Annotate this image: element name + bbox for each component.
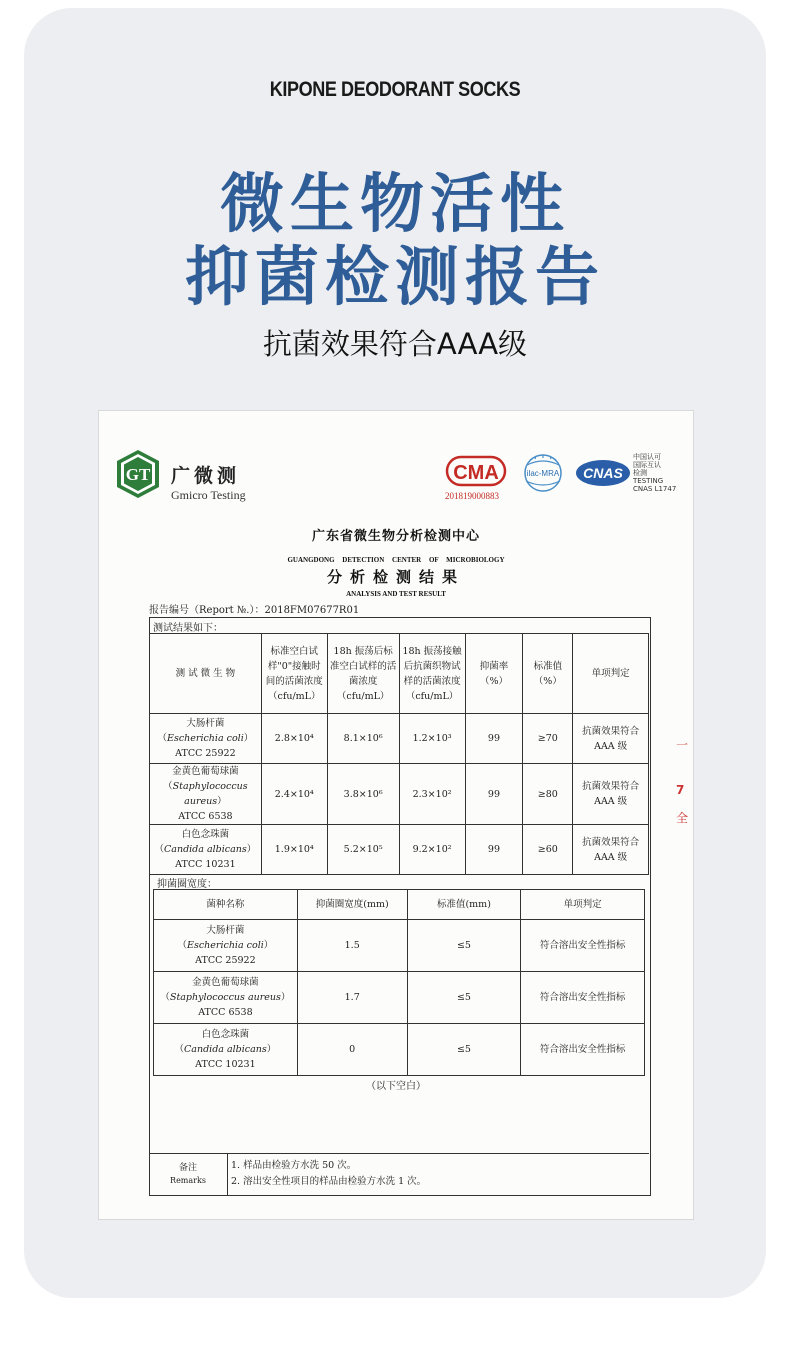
t2-header-verdict: 单项判定 (521, 890, 645, 920)
t1-header-c0: 标准空白试样"0"接触时间的活菌浓度（cfu/mL） (261, 634, 327, 714)
cma-number: 201819000883 (445, 491, 499, 501)
ilac-mark-text: ilac-MRA (526, 469, 560, 478)
subtitle: 抗菌效果符合AAA级 (262, 327, 528, 361)
cma-seal-icon (445, 453, 509, 489)
table-row: 白色念珠菌 （Candida albicans） ATCC 10231 1.9×10⁴ 5.2×10⁵ 9.2×10² 99 ≥60 抗菌效果符合 AAA 级 (150, 825, 649, 875)
report-number: 报告编号（Report №.）：2018FM07677R01 (149, 605, 360, 616)
center-name-cn: 广东省微生物分析检测中心 (311, 529, 480, 544)
inhibition-zone-table (153, 889, 645, 1076)
t1-header-rate: 抑菌率（%） (465, 634, 523, 714)
table-row: 白色念珠菌 （Candida albicans） ATCC 10231 0 ≤5 符合溶出安全性指标 (154, 1024, 645, 1076)
lab-name-cn: 广微测 (171, 465, 241, 487)
cnas-logo-icon (575, 458, 631, 488)
table-row: 金黄色葡萄球菌 （Staphylococcus aureus） ATCC 6538 2.4×10⁴ 3.8×10⁶ 2.3×10² 99 ≥80 抗菌效果符合 AAA 级 (150, 764, 649, 825)
table-row: 大肠杆菌 （Escherichia coli） ATCC 25922 2.8×10⁴ 8.1×10⁶ 1.2×10³ 99 ≥70 抗菌效果符合 AAA 级 (150, 714, 649, 764)
antibacterial-result-table (149, 633, 649, 875)
lab-name-en: Gmicro Testing (171, 488, 246, 502)
headline-line-1: 微生物活性 (220, 168, 570, 242)
seal-fragment: 7 (676, 783, 685, 797)
remarks-text: 1. 样品由检验方水洗 50 次。 2. 溶出安全性项目的样品由检验方水洗 1 次。 (231, 1160, 427, 1187)
remarks-section (149, 1153, 649, 1195)
table1-header-row (150, 634, 649, 714)
t1-header-std: 标准值（%） (523, 634, 573, 714)
logo-text: GT (125, 465, 151, 484)
table-row: 金黄色葡萄球菌 （Staphylococcus aureus） ATCC 6538 1.7 ≤5 符合溶出安全性指标 (154, 972, 645, 1024)
t2-header-std: 标准值(mm) (407, 890, 521, 920)
brand-title: KIPONE DEODORANT SOCKS (269, 78, 521, 101)
section1-label: 测试结果如下： (153, 623, 223, 634)
table-row: 大肠杆菌 （Escherichia coli） ATCC 25922 1.5 ≤5 符合溶出安全性指标 (154, 920, 645, 972)
cnas-side-text: 中国认可 国际互认 检测 TESTING CNAS L1747 (633, 453, 677, 493)
t2-header-width: 抑菌圈宽度(mm) (297, 890, 407, 920)
cma-mark-text: CMA (453, 462, 499, 484)
center-name-en: GUANGDONG DETECTION CENTER OF MICROBIOLOGY (287, 556, 505, 564)
test-report-document (98, 410, 694, 1220)
result-title-en: ANALYSIS AND TEST RESULT (346, 590, 446, 598)
seal-fragment: 全 (676, 811, 689, 825)
t1-header-verdict: 单项判定 (573, 634, 649, 714)
t1-header-cfab: 18h 振荡接触后抗菌织物试样的活菌浓度（cfu/mL） (399, 634, 465, 714)
cnas-mark-text: CNAS (583, 465, 623, 481)
gmicro-logo-icon (115, 449, 161, 499)
ilac-mra-icon (517, 453, 569, 493)
result-title-cn: 分析检测结果 (326, 568, 465, 586)
t1-header-c18: 18h 振荡后标准空白试样的活菌浓度（cfu/mL） (327, 634, 399, 714)
t1-header-organism: 测 试 微 生 物 (150, 634, 262, 714)
headline-line-2: 抑菌检测报告 (185, 241, 605, 315)
blank-note: （以下空白） (366, 1081, 426, 1092)
table2-header-row (154, 890, 645, 920)
remarks-label: 备注 Remarks (149, 1154, 228, 1195)
t2-header-strain: 菌种名称 (154, 890, 298, 920)
section2-label: 抑菌圈宽度： (157, 879, 217, 890)
seal-fragment: 一 (676, 738, 689, 752)
